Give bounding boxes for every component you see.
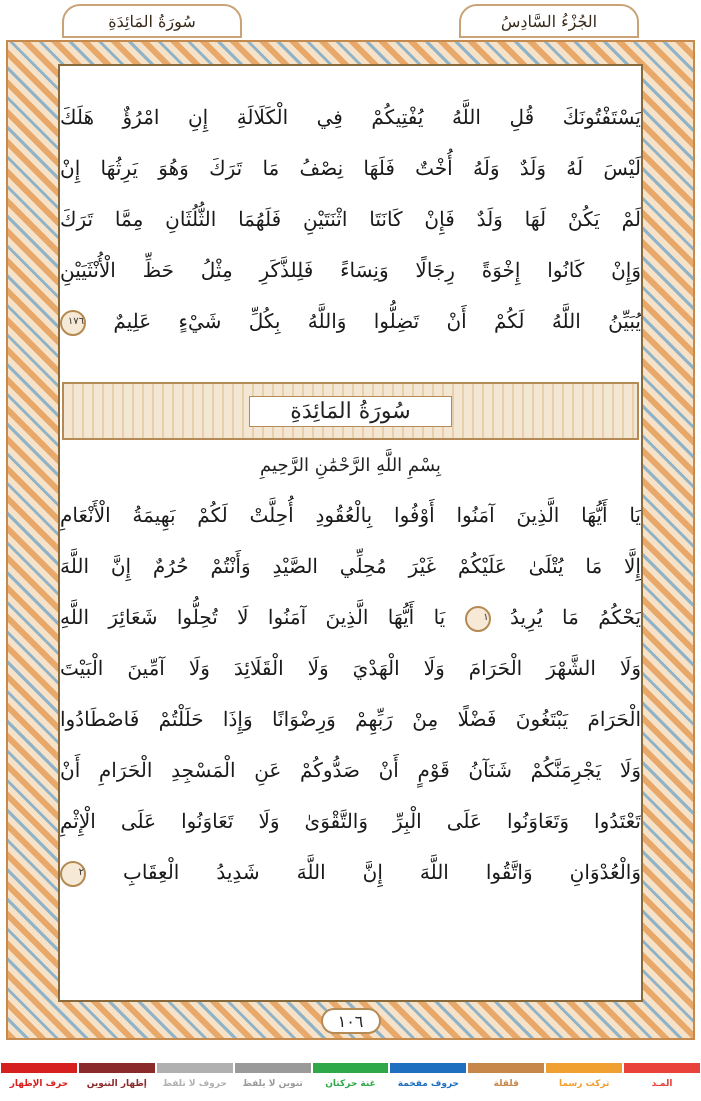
text-line: وَإِنْ كَانُوا إِخْوَةً رِجَالًا وَنِسَاءً فَلِلذَّكَرِ مِثْلُ حَظِّ الْأُنْثَيَيْنِ	[60, 258, 641, 282]
text-line	[60, 296, 641, 347]
legend-label: غنة حركتان	[325, 1079, 376, 1089]
legend-label: حروف مفخمة	[397, 1079, 460, 1089]
legend-label: تركت رسما	[559, 1079, 610, 1089]
verse-text: يَا أَيُّهَا الَّذِينَ آمَنُوا لَا تُحِلُّوا شَعَائِرَ اللَّهِ	[60, 605, 446, 629]
legend-color-bar	[313, 1063, 389, 1073]
legend-label: إظهار التنوين	[86, 1079, 147, 1089]
legend-label: تنوين لا يلفظ	[242, 1079, 303, 1089]
juz-header-tab	[459, 4, 639, 38]
verse-number-marker: ١	[465, 606, 491, 632]
legend-color-bar	[546, 1063, 622, 1073]
surah-header-tab	[62, 4, 242, 38]
text-line	[60, 592, 641, 643]
legend-label: المـد	[651, 1079, 673, 1089]
verse-number-marker: ٢	[60, 861, 86, 887]
legend-color-bar	[157, 1063, 233, 1073]
text-line: يَسْتَفْتُونَكَ قُلِ اللَّهُ يُفْتِيكُمْ فِي الْكَلَالَةِ إِنِ امْرُؤٌ هَلَكَ	[60, 105, 641, 129]
legend-color-bar	[1, 1063, 77, 1073]
text-line: لَيْسَ لَهُ وَلَدٌ وَلَهُ أُخْتٌ فَلَهَا نِصْفُ مَا تَرَكَ وَهُوَ يَرِثُهَا إِنْ	[60, 156, 641, 180]
legend-label: قلقلة	[493, 1079, 519, 1089]
text-line	[60, 847, 641, 898]
verse-text: وَالْعُدْوَانِ وَاتَّقُوا اللَّهَ إِنَّ اللَّهَ شَدِيدُ الْعِقَابِ	[123, 860, 641, 884]
top-text-block	[60, 92, 641, 347]
legend-color-bar	[468, 1063, 544, 1073]
basmala: بِسْمِ اللَّهِ الرَّحْمَٰنِ الرَّحِيمِ	[260, 455, 441, 476]
verse-text: يَحْكُمُ مَا يُرِيدُ	[510, 605, 641, 629]
text-line: لَمْ يَكُنْ لَهَا وَلَدٌ فَإِنْ كَانَتَا اثْنَتَيْنِ فَلَهُمَا الثُّلُثَانِ مِمَّا تَرَكَ	[60, 207, 641, 231]
text-line: إِلَّا مَا يُتْلَىٰ عَلَيْكُمْ غَيْرَ مُحِلِّي الصَّيْدِ وَأَنْتُمْ حُرُمٌ إِنَّ اللَّهَ	[60, 554, 641, 578]
tajweed-legend	[0, 1063, 701, 1101]
text-line: وَلَا الشَّهْرَ الْحَرَامَ وَلَا الْهَدْيَ وَلَا الْقَلَائِدَ وَلَا آمِّينَ الْبَيْتَ	[60, 656, 641, 680]
legend-color-bars	[0, 1063, 701, 1073]
verse-number-marker: ١٧٦	[60, 310, 86, 336]
legend-color-bar	[624, 1063, 700, 1073]
verse-text: يُبَيِّنُ اللَّهُ لَكُمْ أَنْ تَضِلُّوا وَاللَّهُ بِكُلِّ شَيْءٍ عَلِيمٌ	[113, 309, 641, 333]
legend-labels	[0, 1079, 701, 1089]
text-line: تَعْتَدُوا وَتَعَاوَنُوا عَلَى الْبِرِّ وَالتَّقْوَىٰ وَلَا تَعَاوَنُوا عَلَى الْإِثْمِ	[60, 809, 641, 833]
juz-header-label: الجُزْءُ السَّادِسُ	[500, 11, 598, 31]
text-line: الْحَرَامَ يَبْتَغُونَ فَضْلًا مِنْ رَبِّهِمْ وَرِضْوَانًا وَإِذَا حَلَلْتُمْ فَاصْطَادُوا	[60, 707, 641, 731]
bottom-text-block	[60, 490, 641, 898]
surah-header-label: سُورَةُ المَائِدَةِ	[108, 11, 196, 31]
text-line: يَا أَيُّهَا الَّذِينَ آمَنُوا أَوْفُوا بِالْعُقُودِ أُحِلَّتْ لَكُمْ بَهِيمَةُ الْأَنْعَامِ	[60, 503, 641, 527]
legend-color-bar	[390, 1063, 466, 1073]
legend-label: حروف لا تلفظ	[162, 1079, 227, 1089]
legend-color-bar	[79, 1063, 155, 1073]
legend-label: حرف الإظهار	[9, 1079, 69, 1089]
text-line: وَلَا يَجْرِمَنَّكُمْ شَنَآنُ قَوْمٍ أَنْ صَدُّوكُمْ عَنِ الْمَسْجِدِ الْحَرَامِ أَنْ	[60, 758, 641, 782]
surah-title: سُورَةُ المَائِدَةِ	[249, 396, 451, 427]
page-number: ١٠٦	[321, 1008, 381, 1034]
surah-title-banner	[62, 382, 639, 440]
legend-color-bar	[235, 1063, 311, 1073]
